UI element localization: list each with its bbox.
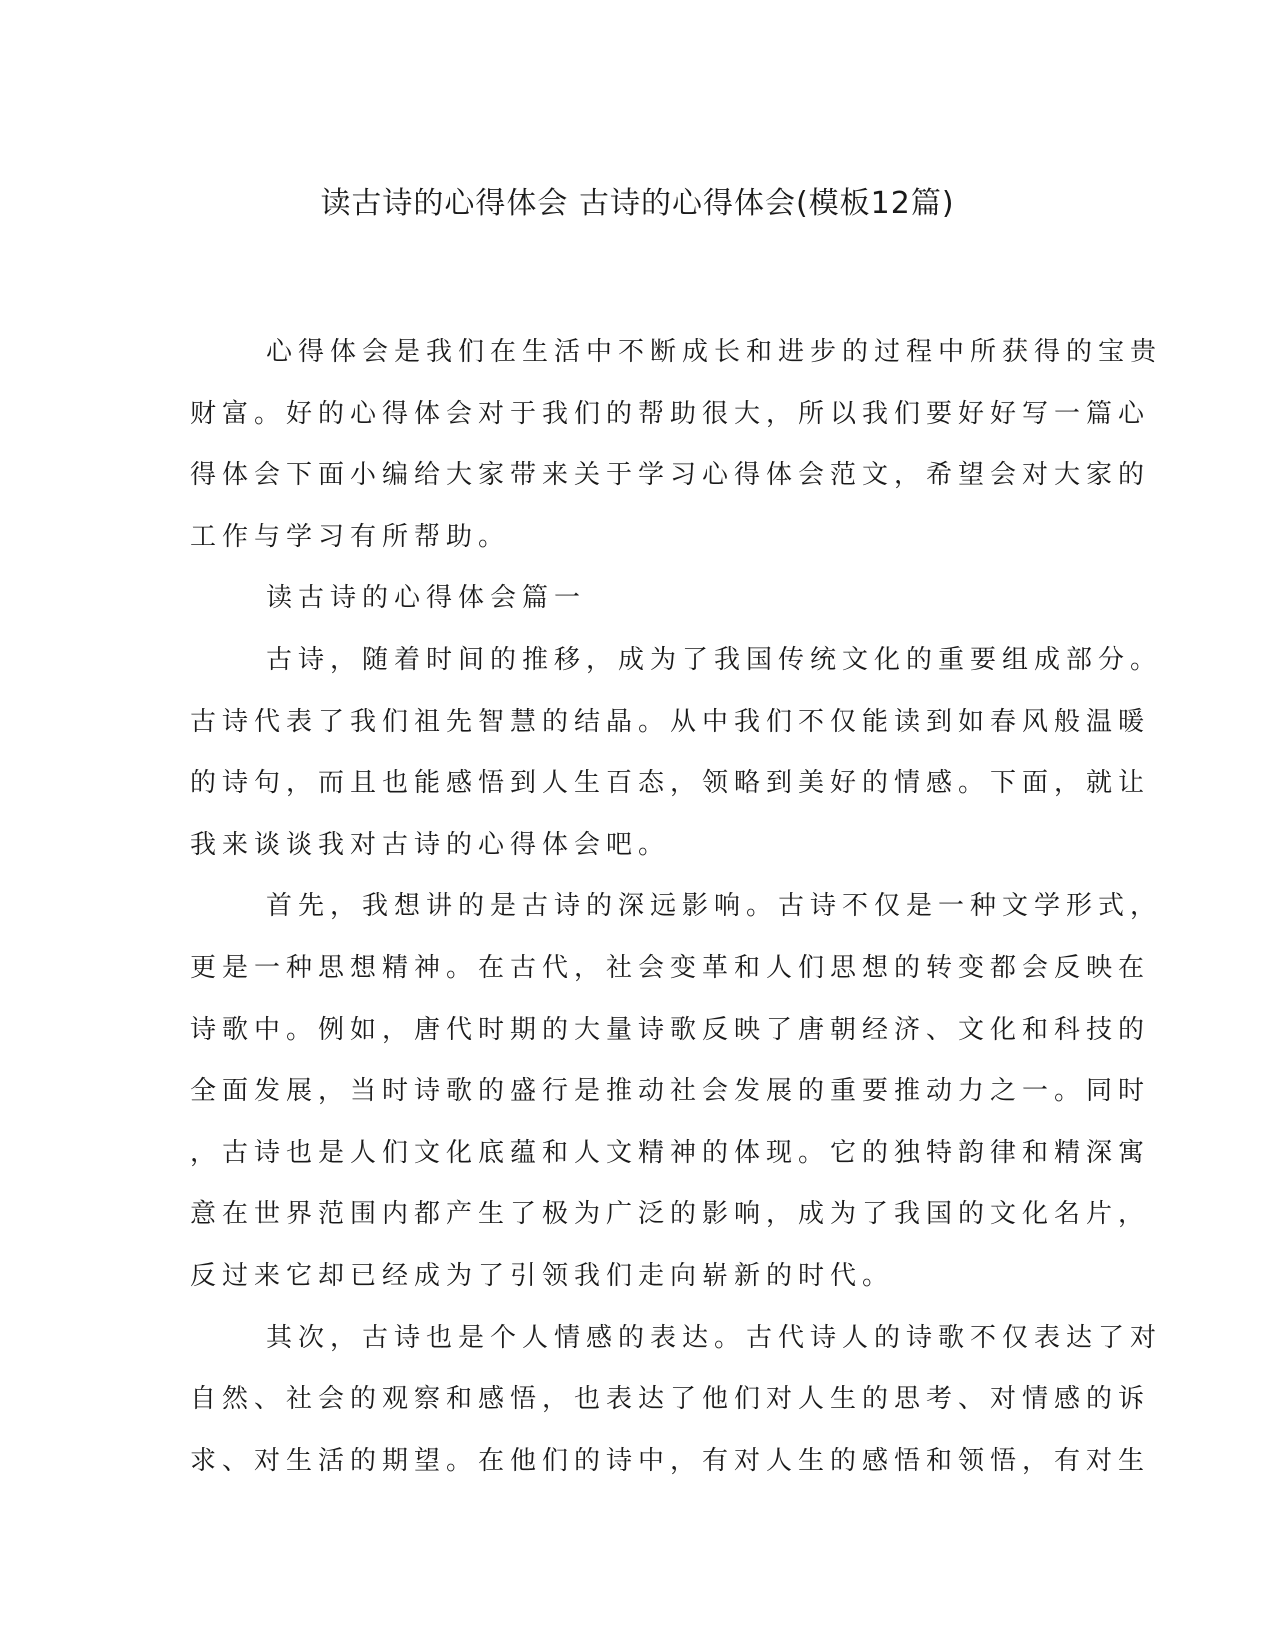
text-line: 的诗句，而且也能感悟到人生百态，领略到美好的情感。下面，就让	[190, 768, 1151, 799]
document-body	[190, 322, 1163, 1492]
text-line: 其次，古诗也是个人情感的表达。古代诗人的诗歌不仅表达了对	[266, 1322, 1163, 1353]
text-line: 求、对生活的期望。在他们的诗中，有对人生的感悟和领悟，有对生	[190, 1445, 1151, 1476]
text-line: 得体会下面小编给大家带来关于学习心得体会范文，希望会对大家的	[190, 460, 1151, 491]
text-line: 财富。好的心得体会对于我们的帮助很大，所以我们要好好写一篇心	[190, 398, 1151, 429]
text-line: 古诗代表了我们祖先智慧的结晶。从中我们不仅能读到如春风般温暖	[190, 706, 1151, 737]
text-line: ，古诗也是人们文化底蕴和人文精神的体现。它的独特韵律和精深寓	[190, 1137, 1151, 1168]
text-line: 首先，我想讲的是古诗的深远影响。古诗不仅是一种文学形式，	[266, 891, 1163, 922]
text-line: 自然、社会的观察和感悟，也表达了他们对人生的思考、对情感的诉	[190, 1384, 1151, 1415]
section-heading: 读古诗的心得体会篇一	[266, 583, 587, 614]
document-title: 读古诗的心得体会 古诗的心得体会(模板12篇)	[320, 186, 955, 221]
text-line: 意在世界范围内都产生了极为广泛的影响，成为了我国的文化名片，	[190, 1199, 1151, 1230]
text-line: 古诗，随着时间的推移，成为了我国传统文化的重要组成部分。	[266, 644, 1163, 675]
text-line: 工作与学习有所帮助。	[190, 521, 511, 552]
text-line: 全面发展，当时诗歌的盛行是推动社会发展的重要推动力之一。同时	[190, 1076, 1151, 1107]
text-line: 更是一种思想精神。在古代，社会变革和人们思想的转变都会反映在	[190, 952, 1151, 983]
text-line: 诗歌中。例如，唐代时期的大量诗歌反映了唐朝经济、文化和科技的	[190, 1014, 1151, 1045]
text-line: 反过来它却已经成为了引领我们走向崭新的时代。	[190, 1260, 895, 1291]
text-line: 我来谈谈我对古诗的心得体会吧。	[190, 829, 671, 860]
text-line: 心得体会是我们在生活中不断成长和进步的过程中所获得的宝贵	[266, 337, 1163, 367]
